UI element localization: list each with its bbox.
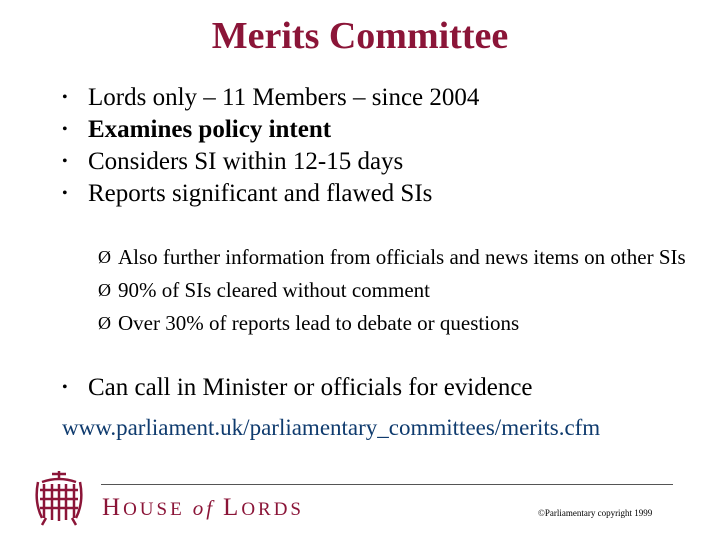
sub-bullet-item (98, 310, 688, 336)
bullet-icon: • (62, 121, 68, 138)
sub-bullet-item (98, 244, 688, 270)
bullet-icon: • (62, 153, 68, 170)
bullet-icon: • (62, 379, 68, 396)
house-of-lords-logotype (102, 494, 304, 522)
bullet-text: Can call in Minister or officials for evidence (88, 374, 533, 401)
bullet-icon: • (62, 185, 68, 202)
bullet-text: Reports significant and flawed SIs (88, 180, 433, 207)
logotype-initial: H (102, 494, 124, 521)
sub-bullet-text: Also further information from officials and news items on other SIs (118, 245, 686, 269)
logotype-word: OUSE (123, 499, 185, 520)
sub-bullet-item (98, 277, 688, 303)
bullet-text: Lords only – 11 Members – since 2004 (88, 84, 480, 111)
sub-bullet-text: 90% of SIs cleared without comment (118, 278, 431, 302)
bullet-item (62, 180, 479, 212)
bullet-item-evidence (62, 374, 533, 402)
bullet-icon: • (62, 89, 68, 106)
portcullis-icon (32, 468, 86, 528)
committee-url[interactable]: www.parliament.uk/parliamentary_committees/merits.cfm (62, 415, 601, 440)
logotype-initial: L (223, 494, 242, 521)
footer-divider (101, 484, 673, 485)
bullet-text: Examines policy intent (88, 116, 332, 143)
slide-title: Merits Committee (211, 15, 509, 57)
bullet-item (62, 148, 479, 180)
bullet-text: Considers SI within 12-15 days (88, 148, 404, 175)
sub-bullet-text: Over 30% of reports lead to debate or questions (118, 311, 520, 335)
sub-bullet-list (98, 244, 688, 343)
arrow-bullet-icon: Ø (98, 313, 111, 333)
bullet-list (62, 84, 479, 212)
bullet-item (62, 84, 479, 116)
copyright-notice: ©Parliamentary copyright 1999 (538, 508, 653, 518)
arrow-bullet-icon: Ø (98, 280, 111, 300)
logotype-of: of (192, 496, 216, 520)
bullet-item (62, 116, 479, 148)
logotype-word: ORDS (241, 499, 304, 520)
arrow-bullet-icon: Ø (98, 247, 111, 267)
